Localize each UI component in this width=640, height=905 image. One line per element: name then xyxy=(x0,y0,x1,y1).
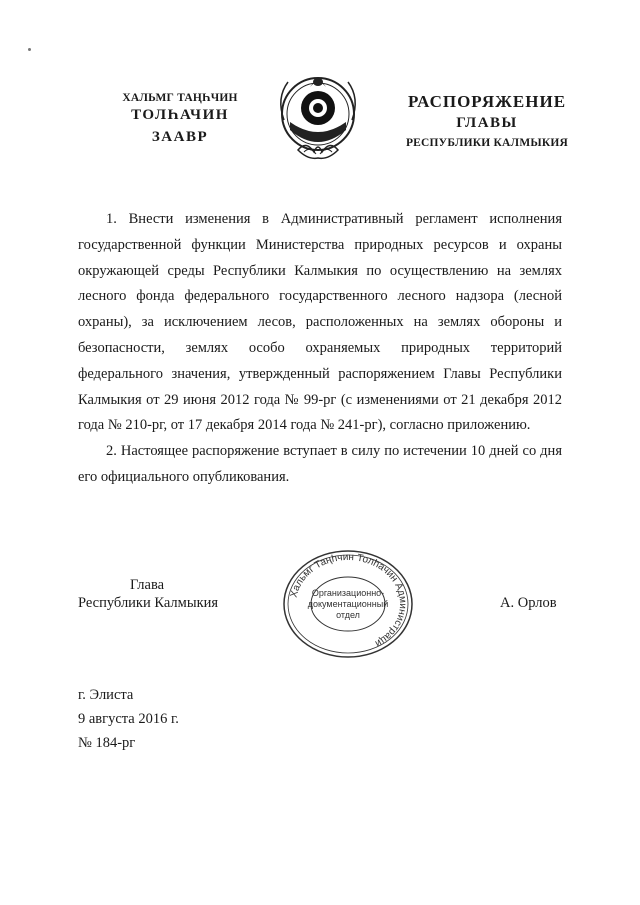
signatory-name: А. Орлов xyxy=(500,595,557,611)
signature-title-line1: Глава xyxy=(130,577,165,593)
signature-title-line2: Республики Калмыкия xyxy=(78,595,219,611)
place-date-block xyxy=(78,683,179,755)
kalmykia-coat-of-arms-icon xyxy=(270,68,366,168)
document-body xyxy=(78,207,562,491)
signature-title-block xyxy=(78,576,248,612)
document-city: г. Элиста xyxy=(78,687,134,703)
header-right-block xyxy=(392,92,582,149)
stamp-outer-text: Хальмг Таңһчин Толһачин Администраци xyxy=(288,551,409,649)
document-date: 9 августа 2016 г. xyxy=(78,711,179,727)
stamp-inner-line3: отдел xyxy=(336,610,360,620)
paragraph-2: 2. Настоящее распоряжение вступает в силу по истечении 10 дней со дня его официального опубликования. xyxy=(78,443,562,485)
header-left-line1: ХАЛЬМГ ТАҢҺЧИН xyxy=(122,92,238,104)
header-right-line3: РЕСПУБЛИКИ КАЛМЫКИЯ xyxy=(405,137,569,149)
paragraph-1: 1. Внести изменения в Административный регламент исполнения государственной функции Министерства природных ресурсов и охраны окружающей среды Республики Калмыкия по осуществлению на землях лесного фонда федерального государственного лесного надзора (лесной охраны), за исключением лесов, расположенных на землях обороны и безопасности, землях особо охраняемых природных территорий федерального значения, утвержденный распоряжением Главы Республики Калмыкия от 29 июня 2012 года № 99-рг (с изменениями от 21 декабря 2012 года № 210-рг, от 17 декабря 2014 года № 241-рг), согласно приложению. xyxy=(78,211,562,434)
header-left-line3: ЗААВР xyxy=(151,129,209,145)
stamp-inner-line2: документационный xyxy=(307,599,389,609)
document-number: № 184-рг xyxy=(78,735,136,751)
header-left-line2: ТОЛҺАЧИН xyxy=(131,107,229,123)
header-left-block xyxy=(100,92,260,146)
scan-speck xyxy=(28,48,31,51)
stamp-inner-line1: Организационно- xyxy=(311,588,385,598)
header-right-line1: РАСПОРЯЖЕНИЕ xyxy=(407,92,567,111)
official-stamp-seal xyxy=(281,548,415,660)
header-right-line2: ГЛАВЫ xyxy=(456,115,518,131)
